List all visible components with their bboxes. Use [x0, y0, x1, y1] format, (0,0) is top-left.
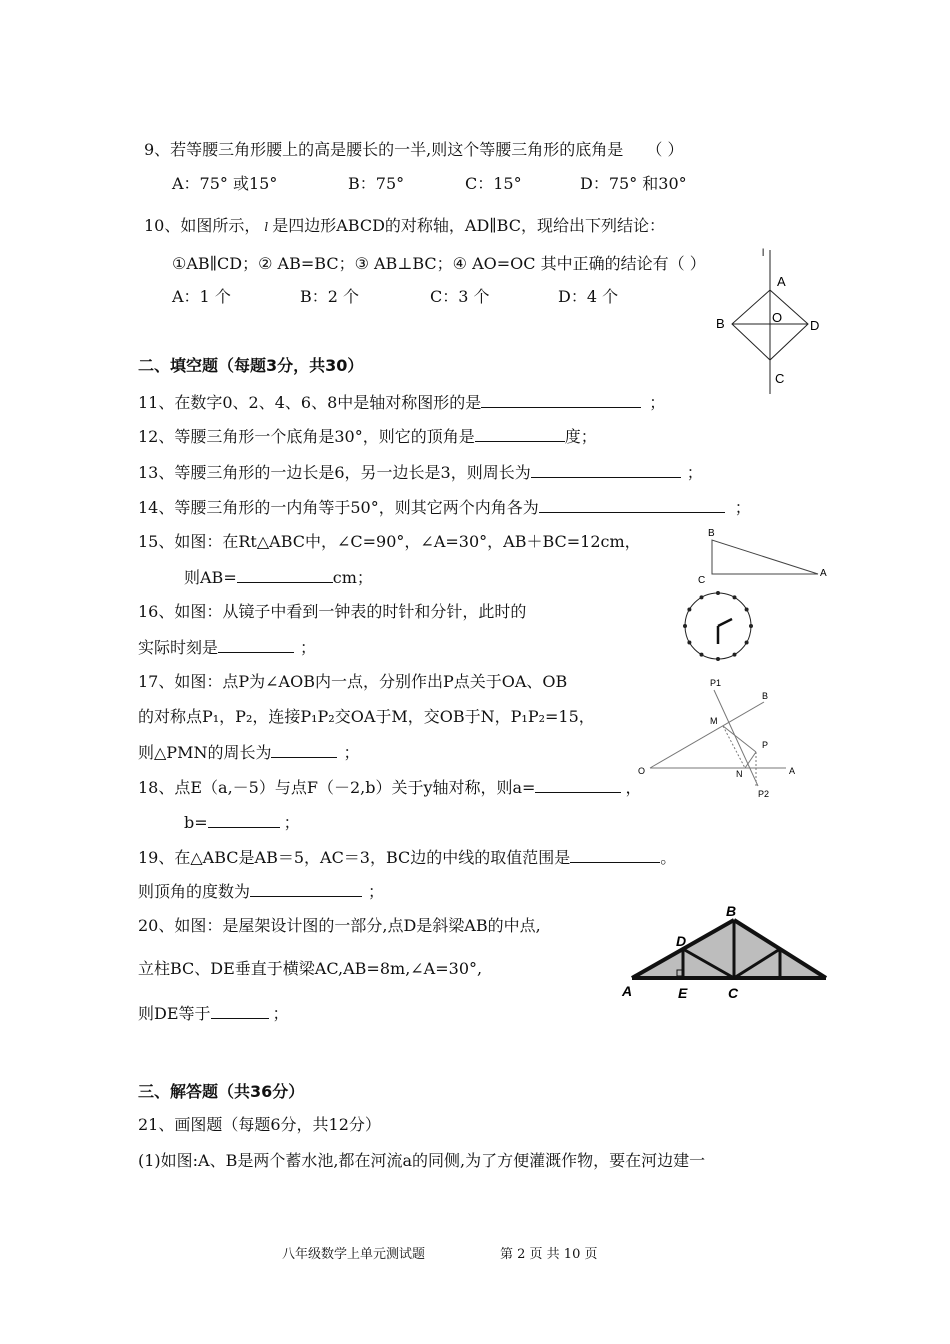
- label-p1: P1: [710, 678, 722, 688]
- clock-dot: [683, 624, 687, 628]
- clock-dot: [700, 653, 704, 657]
- q18-end1: ，: [625, 778, 642, 797]
- q17-line2: 的对称点P₁，P₂，连接P₁P₂交OA于M，交OB于N，P₁P₂=15，: [138, 707, 595, 726]
- q11-text: 11、在数字0、2、4、6、8中是轴对称图形的是: [138, 393, 482, 412]
- q19-end2: ；: [368, 882, 385, 901]
- q9-option-b: B：75°: [348, 174, 405, 193]
- q11-blank[interactable]: [481, 391, 641, 408]
- label-c: C: [698, 575, 706, 586]
- q19-blank[interactable]: [570, 846, 660, 863]
- label-d: D: [676, 933, 687, 949]
- q17-blank[interactable]: [271, 741, 337, 758]
- rhombus-figure: [700, 242, 840, 402]
- q16-line2: [138, 636, 316, 659]
- q11: [138, 391, 665, 414]
- clock-figure: [680, 588, 756, 664]
- q20-line3: [138, 1002, 289, 1025]
- q20-line2: 立柱BC、DE垂直于横梁AC,AB=8m,∠A=30°,: [138, 959, 483, 978]
- q12-text: 12、等腰三角形一个底角是30°，则它的顶角是: [138, 427, 475, 446]
- q18-text-b: b=: [184, 813, 208, 832]
- q15-blank[interactable]: [237, 566, 333, 583]
- axis-symbol: l: [264, 220, 269, 234]
- q10-stem-a: 10、如图所示，: [144, 216, 261, 235]
- segment-mn: [723, 726, 745, 768]
- q12-blank[interactable]: [475, 425, 565, 442]
- q19-text-b: 则顶角的度数为: [138, 882, 251, 901]
- clock-hand-minute: [718, 619, 732, 626]
- segment-pn: [745, 752, 756, 768]
- clock-dot: [745, 641, 749, 645]
- label-o: O: [638, 766, 646, 776]
- clock-dot: [749, 624, 753, 628]
- q14: [138, 496, 751, 519]
- q18-end2: ；: [283, 813, 300, 832]
- label-p: P: [762, 740, 769, 750]
- q10-option-d: D：4 个: [558, 287, 619, 306]
- q12-end: 度；: [564, 427, 597, 446]
- q9-stem: [144, 139, 683, 161]
- clock-dot: [733, 595, 737, 599]
- q21-part1: (1)如图:A、B是两个蓄水池,都在河流a的同侧,为了方便灌溉作物，要在河边建一: [138, 1151, 706, 1170]
- label-b: B: [716, 316, 725, 331]
- label-c: C: [728, 985, 739, 1001]
- label-m: M: [710, 716, 718, 726]
- q15-end: cm；: [332, 568, 373, 587]
- q20-line1: 20、如图：是屋架设计图的一部分,点D是斜梁AB的中点,: [138, 916, 541, 935]
- q21-title: 21、画图题（每题6分，共12分）: [138, 1115, 381, 1134]
- truss-fill: [632, 920, 826, 978]
- q19-text: 19、在△ABC是AB＝5，AC＝3，BC边的中线的取值范围是: [138, 848, 571, 867]
- clock-dot: [745, 608, 749, 612]
- label-a: A: [789, 766, 796, 776]
- q10-conclusions: ①AB∥CD；② AB=BC；③ AB⊥BC；④ AO=OC 其中正确的结论有（ ）: [172, 254, 706, 273]
- q10-option-a: A：1 个: [172, 287, 231, 306]
- label-a: A: [820, 568, 827, 579]
- q11-end: ；: [649, 393, 666, 412]
- q18-blank-b[interactable]: [208, 811, 280, 828]
- q16-blank[interactable]: [218, 636, 294, 653]
- q10-option-b: B：2 个: [300, 287, 360, 306]
- label-a: A: [622, 983, 633, 999]
- q15-line2: [184, 566, 373, 589]
- q20-text: 则DE等于: [138, 1004, 211, 1023]
- clock-dot: [687, 608, 691, 612]
- q19-blank-b[interactable]: [250, 880, 362, 897]
- q9-option-c: C：15°: [465, 174, 522, 193]
- q17-end: ；: [343, 743, 360, 762]
- label-n: N: [736, 769, 743, 779]
- label-o: O: [772, 310, 783, 325]
- q19-line2: [138, 880, 384, 903]
- q12: [138, 425, 597, 448]
- angle-reflection-figure: [636, 676, 808, 800]
- q10-stem: [144, 215, 665, 238]
- q18-blank-a[interactable]: [535, 776, 621, 793]
- q20-blank[interactable]: [211, 1002, 269, 1019]
- label-b: B: [762, 691, 769, 701]
- q9-option-d: D：75° 和30°: [580, 174, 687, 193]
- q17-text: 则△PMN的周长为: [138, 743, 272, 762]
- clock-dot: [700, 595, 704, 599]
- q19-end1: 。: [660, 848, 677, 867]
- q16-end: ；: [300, 638, 317, 657]
- q18-text: 18、点E（a,－5）与点F（－2,b）关于y轴对称，则a=: [138, 778, 536, 797]
- q17-line3: [138, 741, 359, 764]
- q10-option-c: C：3 个: [430, 287, 490, 306]
- q15-line1: 15、如图：在Rt△ABC中，∠C=90°，∠A=30°，AB＋BC=12cm，: [138, 532, 641, 551]
- q16-line1: 16、如图：从镜子中看到一钟表的时针和分针，此时的: [138, 602, 527, 621]
- q13-text: 13、等腰三角形的一边长是6，另一边长是3，则周长为: [138, 463, 531, 482]
- label-e: E: [678, 985, 688, 1001]
- label-p2: P2: [758, 789, 770, 799]
- label-a: A: [777, 274, 786, 289]
- footer-page-number: 第 2 页 共 10 页: [500, 1247, 598, 1262]
- footer-title: 八年级数学上单元测试题: [282, 1247, 426, 1262]
- q13-blank[interactable]: [531, 461, 681, 478]
- q9-option-a: A：75° 或15°: [172, 174, 278, 193]
- q9-answer-paren: （ ）: [646, 140, 684, 159]
- q16-text: 实际时刻是: [138, 638, 219, 657]
- triangle-abc: [712, 540, 818, 574]
- q15-text: 则AB=: [184, 568, 237, 587]
- segment-mp: [723, 726, 756, 752]
- q14-blank[interactable]: [539, 496, 725, 513]
- clock-dot: [716, 591, 720, 595]
- q19-line1: [138, 846, 676, 869]
- roof-truss-figure: [620, 902, 834, 1002]
- section2-heading: 二、填空题（每题3分，共30）: [138, 356, 364, 375]
- label-l: l: [762, 248, 765, 259]
- q10-stem-b: 是四边形ABCD的对称轴，AD∥BC，现给出下列结论：: [272, 216, 665, 235]
- section3-heading: 三、解答题（共36分）: [138, 1082, 305, 1101]
- label-c: C: [775, 371, 785, 386]
- q13: [138, 461, 703, 484]
- ray-ob: [650, 702, 764, 768]
- right-triangle-figure: [694, 524, 834, 586]
- q18-line1: [138, 776, 641, 799]
- clock-dot: [716, 657, 720, 661]
- q18-line2: [184, 811, 300, 834]
- q14-text: 14、等腰三角形的一内角等于50°，则其它两个内角各为: [138, 498, 539, 517]
- label-d: D: [810, 318, 820, 333]
- q13-end: ；: [686, 463, 703, 482]
- q17-line1: 17、如图：点P为∠AOB内一点，分别作出P点关于OA、OB: [138, 672, 568, 691]
- q20-end: ；: [272, 1004, 289, 1023]
- q14-end: ；: [734, 498, 751, 517]
- q9-text: 9、若等腰三角形腰上的高是腰长的一半,则这个等腰三角形的底角是: [144, 140, 624, 159]
- label-b: B: [708, 528, 715, 539]
- label-b: B: [726, 903, 737, 919]
- clock-dot: [733, 653, 737, 657]
- clock-dot: [687, 641, 691, 645]
